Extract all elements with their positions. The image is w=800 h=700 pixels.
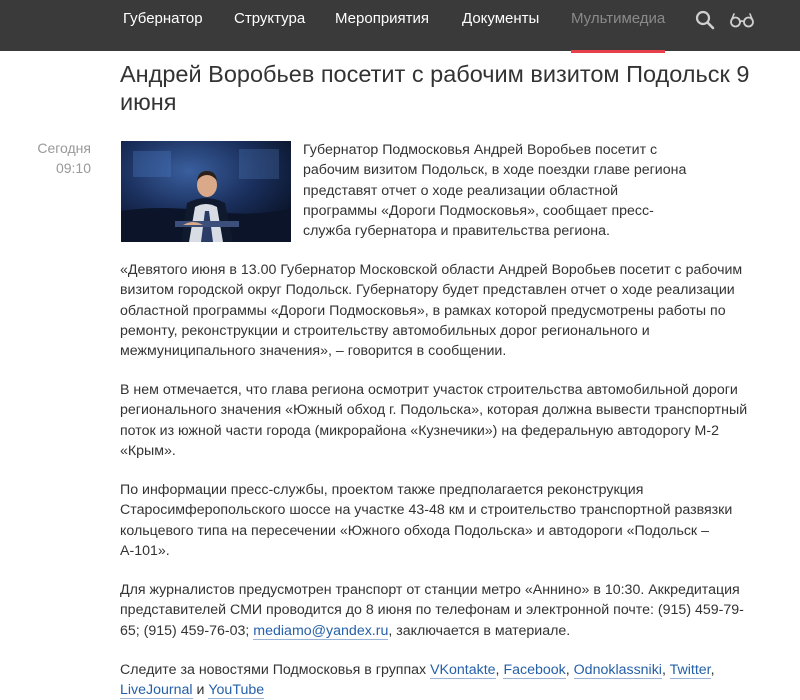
- article-paragraph-contacts: [120, 580, 760, 641]
- link-vkontakte[interactable]: VKontakte: [430, 662, 496, 678]
- link-youtube[interactable]: YouTube: [208, 682, 265, 699]
- conjunction: и: [192, 682, 209, 699]
- contacts-text: Для журналистов предусмотрен транспорт от станции метро «Аннино» в 10:30. Аккредитация представителей СМИ проводится до 8 июня по телефонам и электронной почте: (915) 459-79-65; (915) 459-76-03;: [120, 582, 744, 639]
- time-label: 09:10: [55, 160, 91, 176]
- separator: ,: [661, 662, 670, 678]
- separator: ,: [710, 662, 715, 678]
- search-icon[interactable]: [694, 10, 720, 30]
- date-label: Сегодня: [37, 140, 91, 156]
- link-odnoklassniki[interactable]: Odnoklassniki: [573, 662, 662, 678]
- glasses-icon[interactable]: [729, 10, 755, 30]
- article-lead: Губернатор Подмосковья Андрей Воробьев посетит с рабочим визитом Подольск, в ходе поездки главе региона представят отчет о ходе реализации областной программы «Дороги Подмосковья», сообщает пресс-служба губернатора и правительства региона.: [303, 142, 687, 240]
- link-livejournal[interactable]: LiveJournal: [120, 682, 193, 699]
- article-paragraph: В нем отмечается, что глава региона осмотрит участок строительства автомобильной дороги регионального значения «Южный обход г. Подольска», которая должна вывести транспортный поток из южной части города (микрорайона «Кузнечики») на федеральную автодорогу М-2 «Крым».: [120, 382, 748, 459]
- separator: ,: [495, 662, 504, 678]
- link-facebook[interactable]: Facebook: [503, 662, 566, 678]
- nav-item-documents[interactable]: Документы: [462, 10, 540, 27]
- article-paragraph-social: [120, 660, 760, 700]
- contacts-tail: , заключается в материале.: [388, 622, 571, 639]
- article-paragraph: «Девятого июня в 13.00 Губернатор Московской области Андрей Воробьев посетит с рабочим визитом городской округ Подольск. Губернатору будет представлен отчет о ходе реализации областной программы «Дороги Подмосковья», в рамках которой предусмотрены работы по ремонту, реконструкции и строительству автомобильных дорог регионального и межмуниципального значения», – говорится в сообщении.: [120, 262, 743, 360]
- top-navigation-bar: [0, 0, 800, 51]
- nav-item-governor[interactable]: Губернатор: [123, 10, 203, 27]
- link-twitter[interactable]: Twitter: [669, 662, 711, 678]
- article-photo: [121, 141, 291, 242]
- nav-item-events[interactable]: Мероприятия: [335, 10, 430, 27]
- article-paragraph: По информации пресс-службы, проектом также предполагается реконструкция Старосимферопольского шоссе на участке 43-48 км и строительство транспортной развязки кольцевого типа на пересечении «Южного обхода Подольска» и автодороги «Подольск – А-101».: [120, 482, 733, 559]
- nav-item-structure[interactable]: Структура: [234, 10, 306, 27]
- nav-active-indicator: [571, 50, 665, 53]
- social-intro: Следите за новостями Подмосковья в группах: [120, 662, 431, 678]
- separator: ,: [565, 662, 574, 678]
- article-date: [37, 138, 91, 178]
- article-title: Андрей Воробьев посетит с рабочим визитом Подольск 9 июня: [120, 61, 750, 115]
- email-link[interactable]: mediamo@yandex.ru: [253, 622, 389, 639]
- nav-item-multimedia[interactable]: Мультимедиа: [571, 10, 666, 27]
